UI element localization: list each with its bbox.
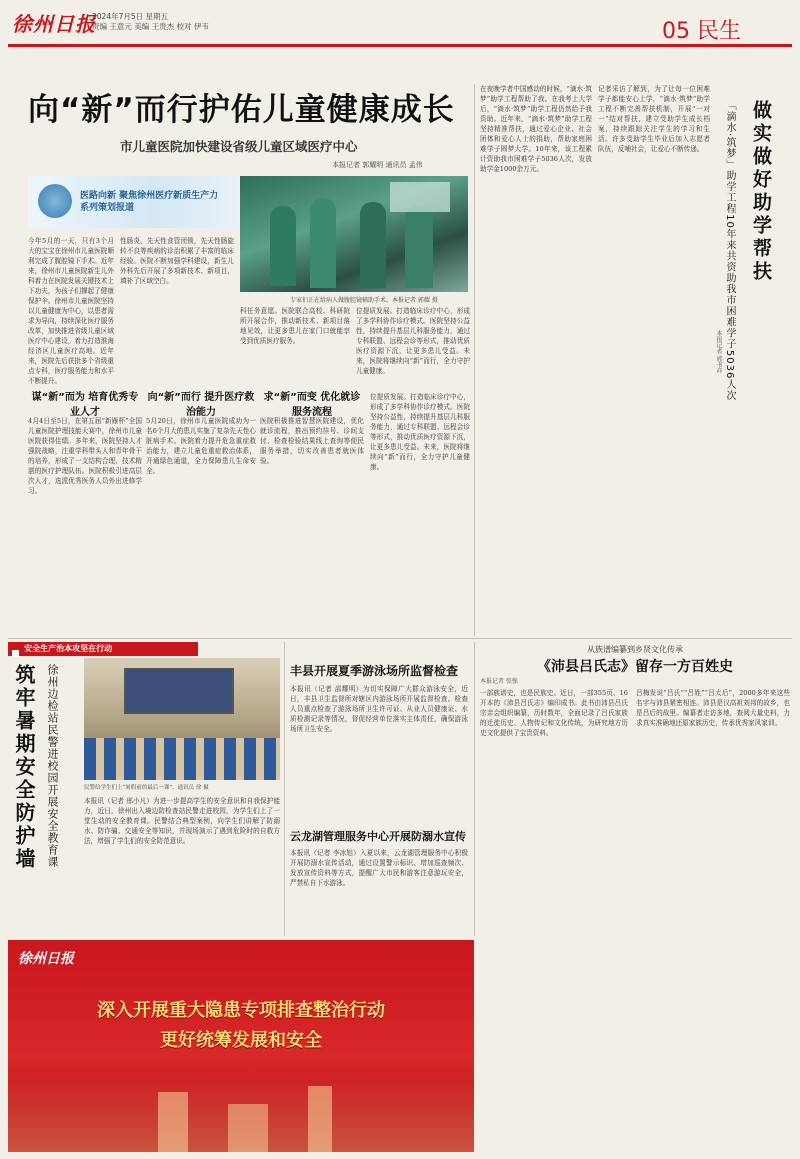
issue-date: 2024年7月5日 星期五 [92, 12, 169, 21]
swim-inspection-text: 本报讯（记者 邵耀明）为切实保障广大群众游泳安全，近日，丰县卫生监督所对辖区内游泳场所开展监督检查。检查人员重点检查了游泳场所卫生许可证、从业人员健康证、水质检测记录等情况，督促经营单位落实主体责任，确保游泳场所卫生安全。 [290, 685, 468, 733]
right-col2: 记者采访了解到，为了让每一位困难学子都能安心上学，“滴水·筑梦”助学工程不断完善帮扶机制，开展“一对一”结对帮扶，建立受助学生成长档案，持续跟踪关注学生的学习和生活。许多受助学生毕业后加入志愿者队伍，反哺社会，让爱心不断传递。 [598, 85, 710, 153]
masthead-logo: 徐州日报 [12, 12, 96, 36]
square-bullet-icon [12, 650, 19, 657]
right-vertical-title: 做实做好助学帮扶 [750, 100, 772, 284]
right-col1: 在夜晚学者中国感动的时候，“滴水·筑梦”助学工程帮助了我。在我考上大学后，“滴水·筑梦”助学工程仍然给予我资助。近年来，“滴水·筑梦”助学工程坚持精准帮扶，通过爱心企业、社会团体和爱心人士的捐助，帮助家庭困难学子圆梦大学。10年来，该工程累计资助我市困难学子5036人次，发放助学金1000余万元。 [480, 85, 592, 173]
masthead-rule [8, 44, 792, 47]
safety-ad-banner [8, 940, 474, 1152]
campaign-label-bar [8, 642, 198, 656]
ad-line1: 深入开展重大隐患专项排查整治行动 [97, 1000, 385, 1021]
page-number: 05 [662, 19, 690, 44]
lead-col1b: 4月4日至5日，在第五届“新雁杯”全国儿童医院护理技能大赛中，徐州市儿童医院获得佳绩。多年来，医院坚持人才强院战略，注重学科带头人和青年骨干的培养，形成了一支结构合理、技术精湛的医疗护理队伍。医院积极引进高层次人才，选派优秀医务人员外出进修学习。 [28, 417, 142, 495]
section-heading-talent: 谋“新”而为 培育优秀专业人才 [31, 392, 139, 418]
column-divider [474, 84, 475, 636]
culture-col2: 吕梅发说“吕氏”“吕姓”“吕太后”，2000多年来这些名字与沛县紧密相连。沛县是汉高祖刘邦的故乡，也是吕后的故里。编纂者走访多地，查阅大量史料，力求真实准确地还原家族历史，传承优秀家风家训。 [636, 689, 790, 727]
safety-vertical-title: 筑牢暑期安全防护墙 [12, 664, 36, 871]
lead-col3: 科任务意愿。医院联合高校、科研院所开展合作，推动新技术、新项目落地见效，让更多患儿在家门口就能享受到优质医疗服务。 [240, 307, 350, 345]
lead-subhead: 市儿童医院加快建设省级儿童区域医疗中心 [120, 139, 358, 154]
culture-kicker: 从族谱编纂到乡贤文化传承 [587, 645, 683, 654]
banner-text: 医路向新 聚焦徐州医疗新质生产力 系列策划报道 [80, 191, 219, 213]
culture-title: 《沛县吕氏志》留存一方百姓史 [537, 659, 733, 675]
drowning-campaign-title: 云龙湖管理服务中心开展防溺水宣传 [290, 830, 466, 843]
lead-col2b: 5月20日，徐州市儿童医院成功为一名6个月大的患儿实施了复杂先天性心脏病手术。医院着力提升危急重症救治能力，建立儿童危重症救治体系，开通绿色通道，全力保障患儿生命安全。 [146, 417, 256, 475]
editor-credits: 责编 王意元 美编 王贵杰 校对 伊韦 [92, 22, 209, 31]
lead-byline: 本报记者 郭耀明 通讯员 孟伟 [332, 161, 423, 169]
lead-col4b: 位提质发展。打造临床诊疗中心，形成了多学科协作诊疗模式。医院坚持公益性，持续提升基层儿科服务能力，通过专科联盟、远程会诊等形式，推动优质医疗资源下沉，让更多患儿受益。未来，医院将继续向“新”而行，全力守护儿童健康。 [370, 393, 470, 471]
column-divider [284, 642, 285, 936]
classroom-photo-caption: 民警给学生们上“暑假前的最后一课”。通讯员 徐 摄 [84, 785, 209, 791]
classroom-photo [84, 658, 280, 780]
section-divider [8, 638, 792, 639]
column-divider [474, 642, 475, 936]
series-banner [28, 176, 240, 228]
masthead-info [92, 12, 209, 32]
lead-col3b: 医院积极推进智慧医院建设，优化就诊流程，推出预约挂号、诊间支付、检查检验结果线上查询等便民服务举措，切实改善患者就医体验。 [260, 417, 364, 465]
culture-byline: 本报记者 张强 [480, 678, 518, 685]
lead-col4: 位提质发展。打造临床诊疗中心，形成了多学科协作诊疗模式。医院坚持公益性，持续提升基层儿科服务能力，通过专科联盟、远程会诊等形式，推动优质医疗资源下沉，让更多患儿受益。未来，医院将继续向“新”而行，全力守护儿童健康。 [356, 307, 470, 375]
section-heading-treatment: 向“新”而行 提升医疗救治能力 [147, 392, 255, 418]
drowning-campaign-text: 本报讯（记者 李冰旭）入夏以来，云龙湖管理服务中心积极开展防溺水宣传活动，通过设置警示标识、增加巡查频次、发放宣传资料等方式，提醒广大市民和游客注意游玩安全，严禁私自下水游泳。 [290, 849, 468, 887]
right-byline: 本报记者 郭书祥 [715, 330, 722, 374]
ad-logo: 徐州日报 [18, 951, 74, 967]
ad-line2: 更好统筹发展和安全 [160, 1030, 322, 1051]
swim-inspection-title: 丰县开展夏季游泳场所监督检查 [290, 664, 459, 678]
section-heading-service: 求“新”而变 优化就诊服务流程 [263, 392, 361, 418]
campaign-label: 安全生产治本攻坚在行动 [24, 644, 113, 653]
safety-text: 本报讯（记者 邢小凡）为进一步提高学生的安全意识和自我保护能力，近日，徐州出入境边防检查站民警走进校园，为学生们上了一堂生动的安全教育课。民警结合典型案例，向学生们讲解了防溺水、防诈骗、交通安全等知识，并现场演示了遇到危险时的自救方法，增强了学生们的安全防范意识。 [84, 797, 280, 845]
lead-col1: 今年5月的一天，只有3个月大的宝宝在徐州市儿童医院顺利完成了腹腔镜下手术。近年来，徐州市儿童医院新生儿外科着力在医院发展关键技术上下功夫，为孩子们撑起了健康保护伞。徐州市儿童医院坚持以儿童健康为中心，以患者需求为导向，持续深化医疗服务改革，加快推进省级儿童区域医疗中心建设，着力打造淮海经济区儿童医疗高地。近年来，医院先后获批多个省级重点专科，医疗服务能力和水平不断提升。 [28, 237, 114, 385]
lead-col2: 性肠炎，先天性食管闭锁，先天性肠旋转不良等疾病的诊治积累了丰富的临床经验。医院不断加强学科建设，新生儿外科先后开展了多项新技术、新项目，填补了区域空白。 [120, 237, 234, 285]
surgery-photo [240, 176, 468, 292]
ad-skyline [8, 1078, 474, 1152]
banner-emblem-icon [38, 184, 72, 218]
page-section: 民生 [697, 19, 742, 44]
page-label [662, 14, 741, 45]
right-vertical-subtitle: 「滴水·筑梦」助学工程10年来共资助我市困难学子5036人次 [724, 100, 735, 402]
lead-headline: 向“新”而行护佑儿童健康成长 [28, 92, 455, 128]
culture-col1: 一部族谱史，也是民族史。近日，一部355页、16开本的《沛县吕氏志》编印成书。此书由沛县吕氏宗亲会组织编纂，历时数年，全面记录了吕氏家族的迁徙历史、人物传记和文化传统，为研究地方历史文化提供了宝贵资料。 [480, 689, 628, 737]
photo-caption: 专家们正在给病人做腹腔镜辅助手术。本报记者 郭耀 摄 [290, 297, 438, 304]
safety-vertical-subtitle: 徐州边检站民警进校园开展安全教育课 [46, 664, 59, 868]
